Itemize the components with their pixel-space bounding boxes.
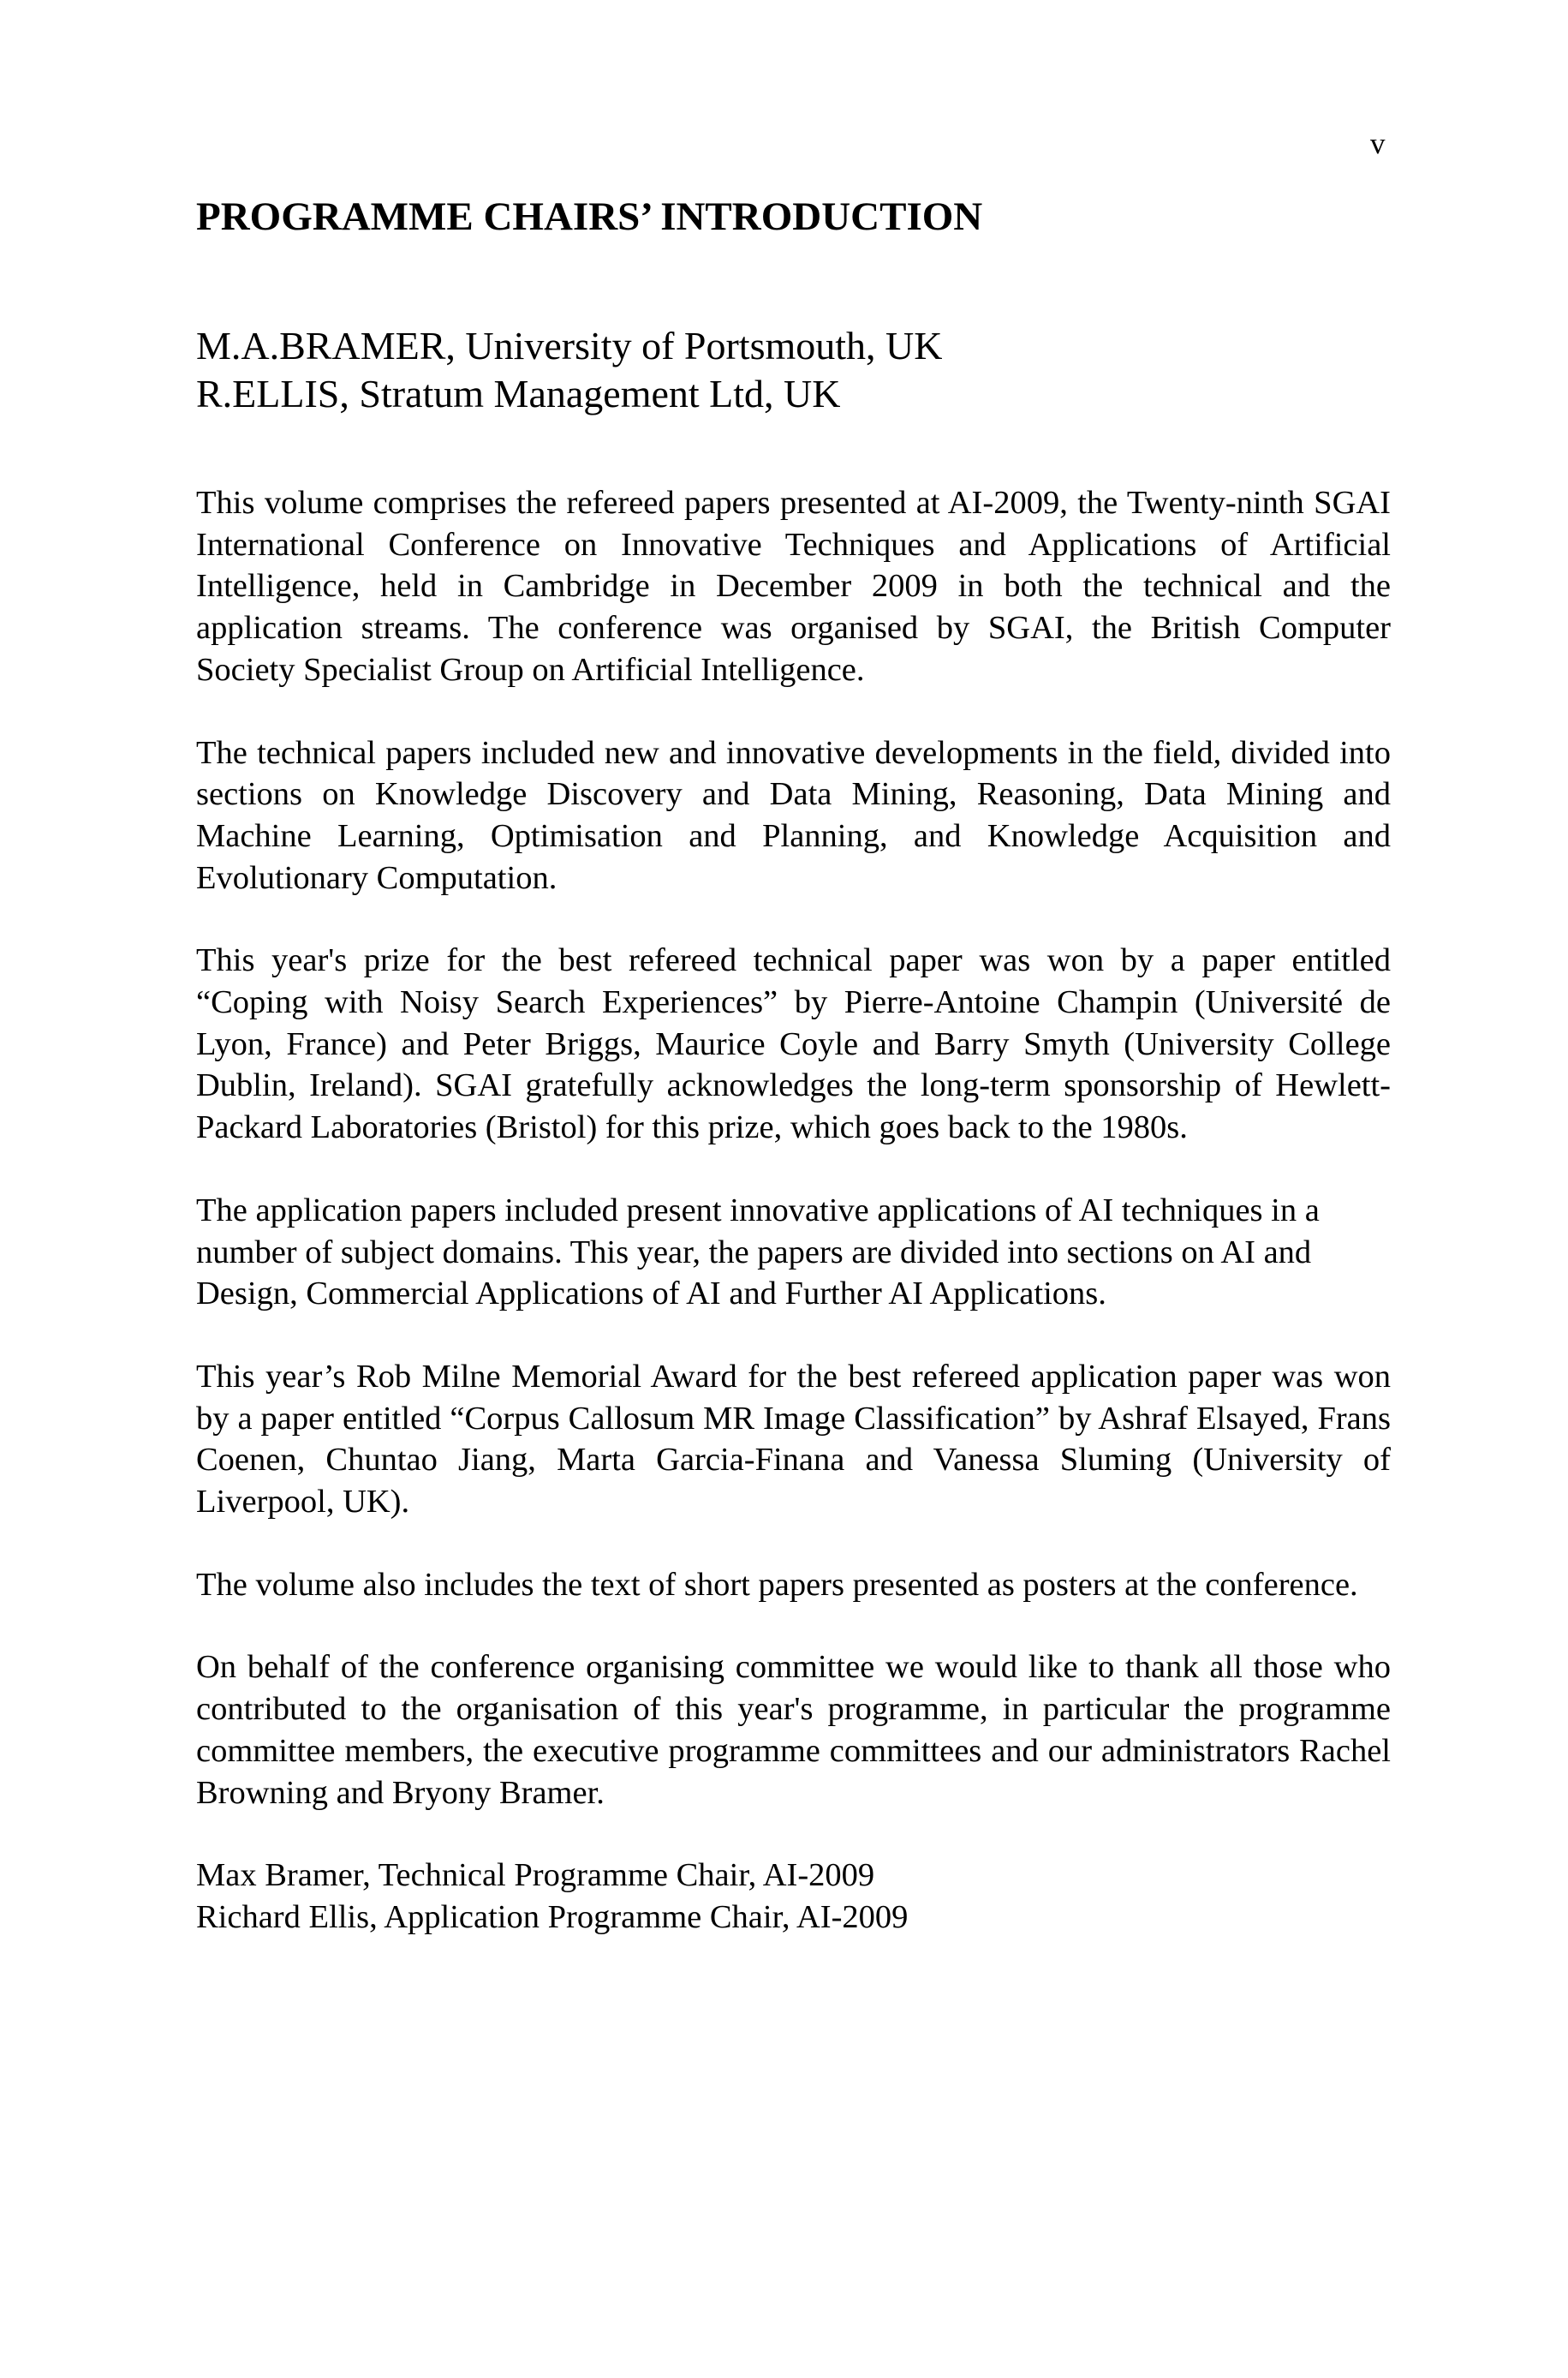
paragraph: The application papers included present innovative applications of AI techniques in a number of subject domains. This year, the papers are divided into sections on AI and Design, Commercial Applications of AI and Further AI Applications. — [196, 1192, 1320, 1312]
paragraph: This year’s Rob Milne Memorial Award for the best refereed application paper was won by a paper entitled “Corpus Callosum MR Image Classification” by Ashraf Elsayed, Frans Coenen, Chuntao Jiang, Marta Garcia-Finana and Vanessa Sluming (University of Liverpool, UK). — [196, 1358, 1391, 1521]
paragraph: This volume comprises the refereed papers presented at AI-2009, the Twenty-ninth SGAI International Conference on Innovative Techniques and Applications of Artificial Intelligence, held in Cambridge in December 2009 in both the technical and the application streams. The conference was organised by SGAI, the British Computer Society Specialist Group on Artificial Intelligence. — [196, 485, 1391, 688]
signature-line: Max Bramer, Technical Programme Chair, AI-2009 — [196, 1857, 875, 1894]
author-list — [196, 322, 1391, 418]
introduction-text — [196, 482, 1391, 1813]
paragraph: The technical papers included new and innovative developments in the field, divided into sections on Knowledge Discovery and Data Mining, Reasoning, Data Mining and Machine Learning, Optimisation and Planning, and Knowledge Acquisition and Evolutionary Computation. — [196, 734, 1391, 896]
signature-block — [196, 1855, 1391, 1938]
document-body — [196, 193, 1391, 1939]
paragraph: On behalf of the conference organising committee we would like to thank all those who contributed to the organisation of this year's programme, in particular the programme committee members, the executive programme committees and our administrators Rachel Browning and Bryony Bramer. — [196, 1649, 1391, 1811]
signature-line: Richard Ellis, Application Programme Chair, AI-2009 — [196, 1898, 909, 1935]
paragraph: The volume also includes the text of short papers presented as posters at the conference. — [196, 1566, 1358, 1603]
page-title: PROGRAMME CHAIRS’ INTRODUCTION — [196, 194, 983, 239]
author-line: M.A.BRAMER, University of Portsmouth, UK — [196, 324, 943, 367]
paragraph: This year's prize for the best refereed technical paper was won by a paper entitled “Coping with Noisy Search Experiences” by Pierre-Antoine Champin (Université de Lyon, France) and Peter Briggs, Maurice Coyle and Barry Smyth (University College Dublin, Ireland). SGAI gratefully acknowledges the long-term sponsorship of Hewlett-Packard Laboratories (Bristol) for this prize, which goes back to the 1980s. — [196, 942, 1391, 1146]
author-line: R.ELLIS, Stratum Management Ltd, UK — [196, 372, 841, 415]
page-number: v — [1370, 127, 1386, 160]
